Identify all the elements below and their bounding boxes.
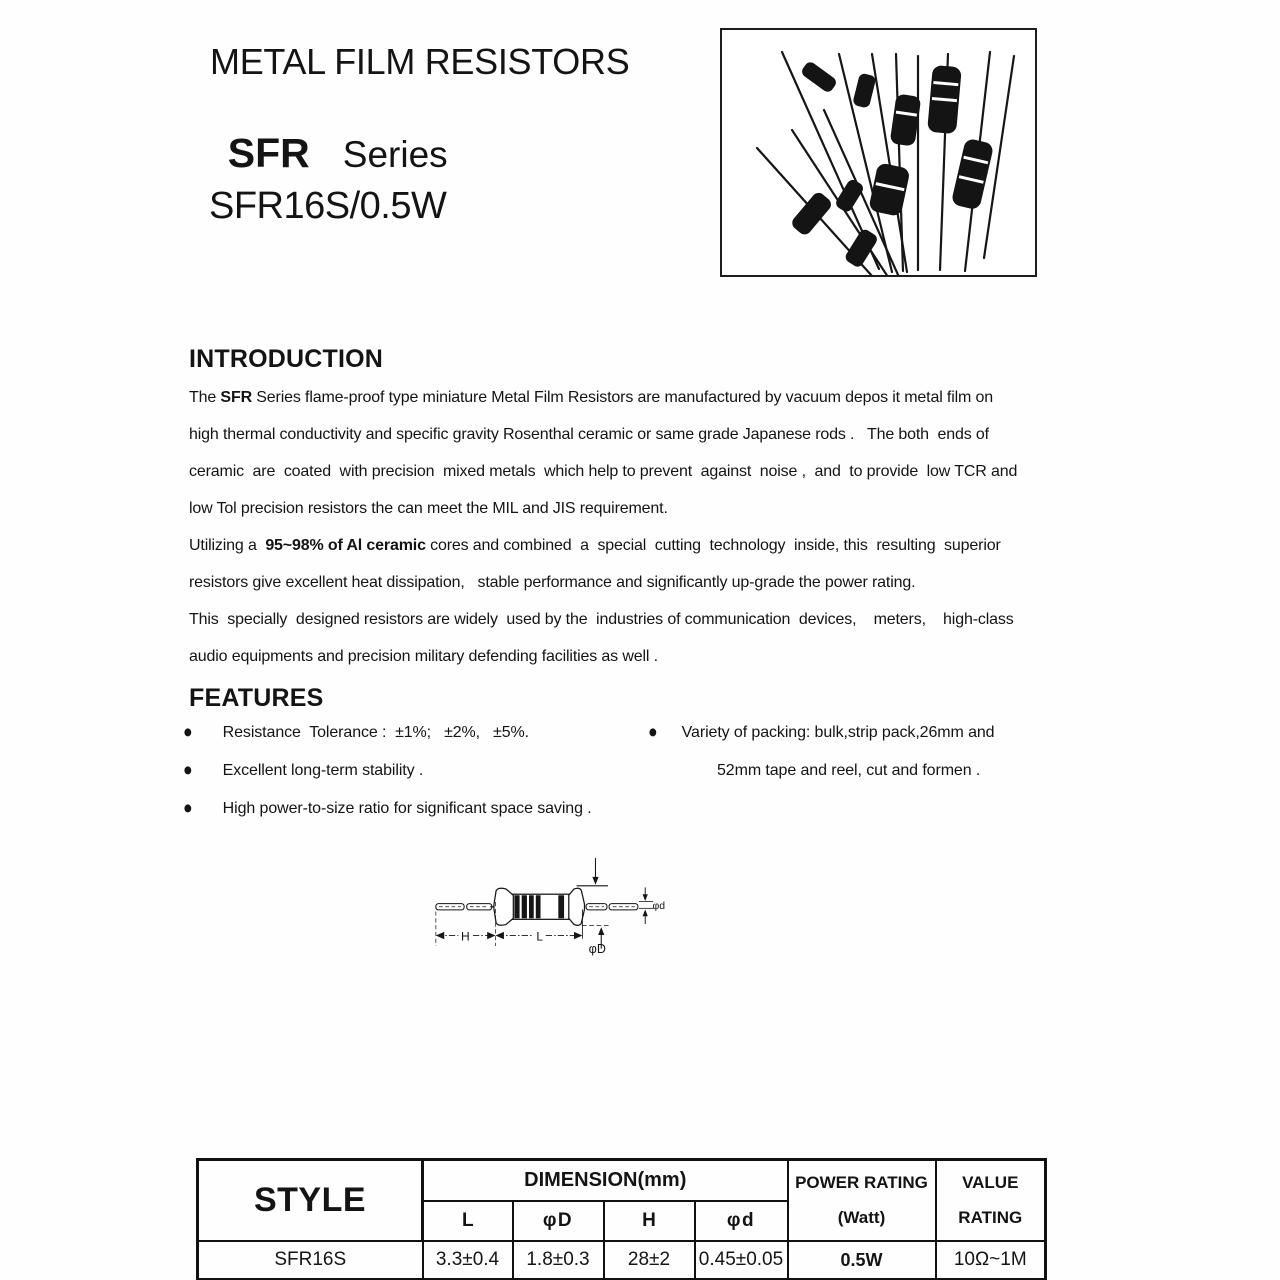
cell-value-range: 10Ω~1M [936,1241,1046,1280]
col-header-dimension: DIMENSION(mm) [423,1160,788,1202]
col-header-value-rating [936,1160,1046,1242]
bullet-icon: ● [183,798,193,819]
intro-line: This specially designed resistors are widely used by the industries of communication devices, meters, high-class [189,611,1014,628]
sub-header-phi-d: φd [695,1201,788,1241]
intro-line: Utilizing a 95~98% of Al ceramic cores and combined a special cutting technology inside, this resulting superior [189,537,1001,554]
col-header-style: STYLE [198,1160,423,1242]
intro-line: high thermal conductivity and specific gravity Rosenthal ceramic or same grade Japanese rods . The both ends of [189,426,989,443]
feature-text: High power-to-size ratio for significant space saving . [222,800,592,817]
intro-line: low Tol precision resistors the can meet the MIL and JIS requirement. [189,500,668,517]
feature-item [183,761,423,780]
cell-phi-D: 1.8±0.3 [513,1241,604,1280]
feature-text: Variety of packing: bulk,strip pack,26mm and [681,724,995,741]
resistors-photo [722,30,1035,275]
power-rating-unit: (Watt) [837,1208,886,1227]
cell-l: 3.3±0.4 [423,1241,513,1280]
page-title: METAL FILM RESISTORS [210,41,630,82]
intro-heading: INTRODUCTION [189,345,384,373]
value-label: VALUE [962,1173,1019,1192]
cell-power: 0.5W [788,1241,936,1280]
col-header-power-rating [788,1160,936,1242]
cell-h: 28±2 [604,1241,695,1280]
bullet-icon: ● [183,722,193,743]
sub-header-phi-D: φD [513,1201,604,1241]
resistor-left-cap [494,888,513,925]
lead-length-label: H [460,929,470,944]
product-photo-frame [720,28,1037,277]
feature-text-continued: 52mm tape and reel, cut and formen . [717,762,981,779]
intro-line: The SFR Series flame-proof type miniature Metal Film Resistors are manufactured by vacuum depos it metal film on [189,389,993,406]
page-subtitle: SFR16S/0.5W [209,185,447,227]
feature-item [183,799,592,818]
sub-header-l: L [423,1201,513,1241]
series-title [210,112,448,195]
feature-text: Excellent long-term stability . [222,762,424,779]
spec-table [196,1158,1047,1280]
bullet-icon: ● [183,760,193,781]
rating-label: RATING [958,1208,1023,1227]
resistor-bodies [789,60,994,269]
series-name: SFR [227,130,310,176]
feature-item [648,723,994,742]
feature-item [183,723,529,742]
intro-line: ceramic are coated with precision mixed metals which help to prevent against noise , and to provide low TCR and [189,463,1018,480]
intro-paragraph [189,379,1069,675]
dimension-diagram [428,856,898,1056]
body-length-label: L [536,929,544,944]
feature-text: Resistance Tolerance : ±1%; ±2%, ±5%. [222,724,530,741]
cell-phi-d: 0.45±0.05 [695,1241,788,1280]
cell-style: SFR16S [198,1241,423,1280]
intro-line: audio equipments and precision military defending facilities as well . [189,648,658,665]
intro-line: resistors give excellent heat dissipation, stable performance and significantly up-grade the power rating. [189,574,916,591]
power-rating-label: POWER RATING [795,1173,928,1192]
sub-header-h: H [604,1201,695,1241]
table-row [198,1241,1046,1280]
series-word: Series [342,134,448,175]
body-diameter-label: φD [588,941,606,956]
bullet-icon: ● [648,722,658,743]
lead-diameter-label: φd [652,900,666,912]
features-heading: FEATURES [189,684,324,712]
